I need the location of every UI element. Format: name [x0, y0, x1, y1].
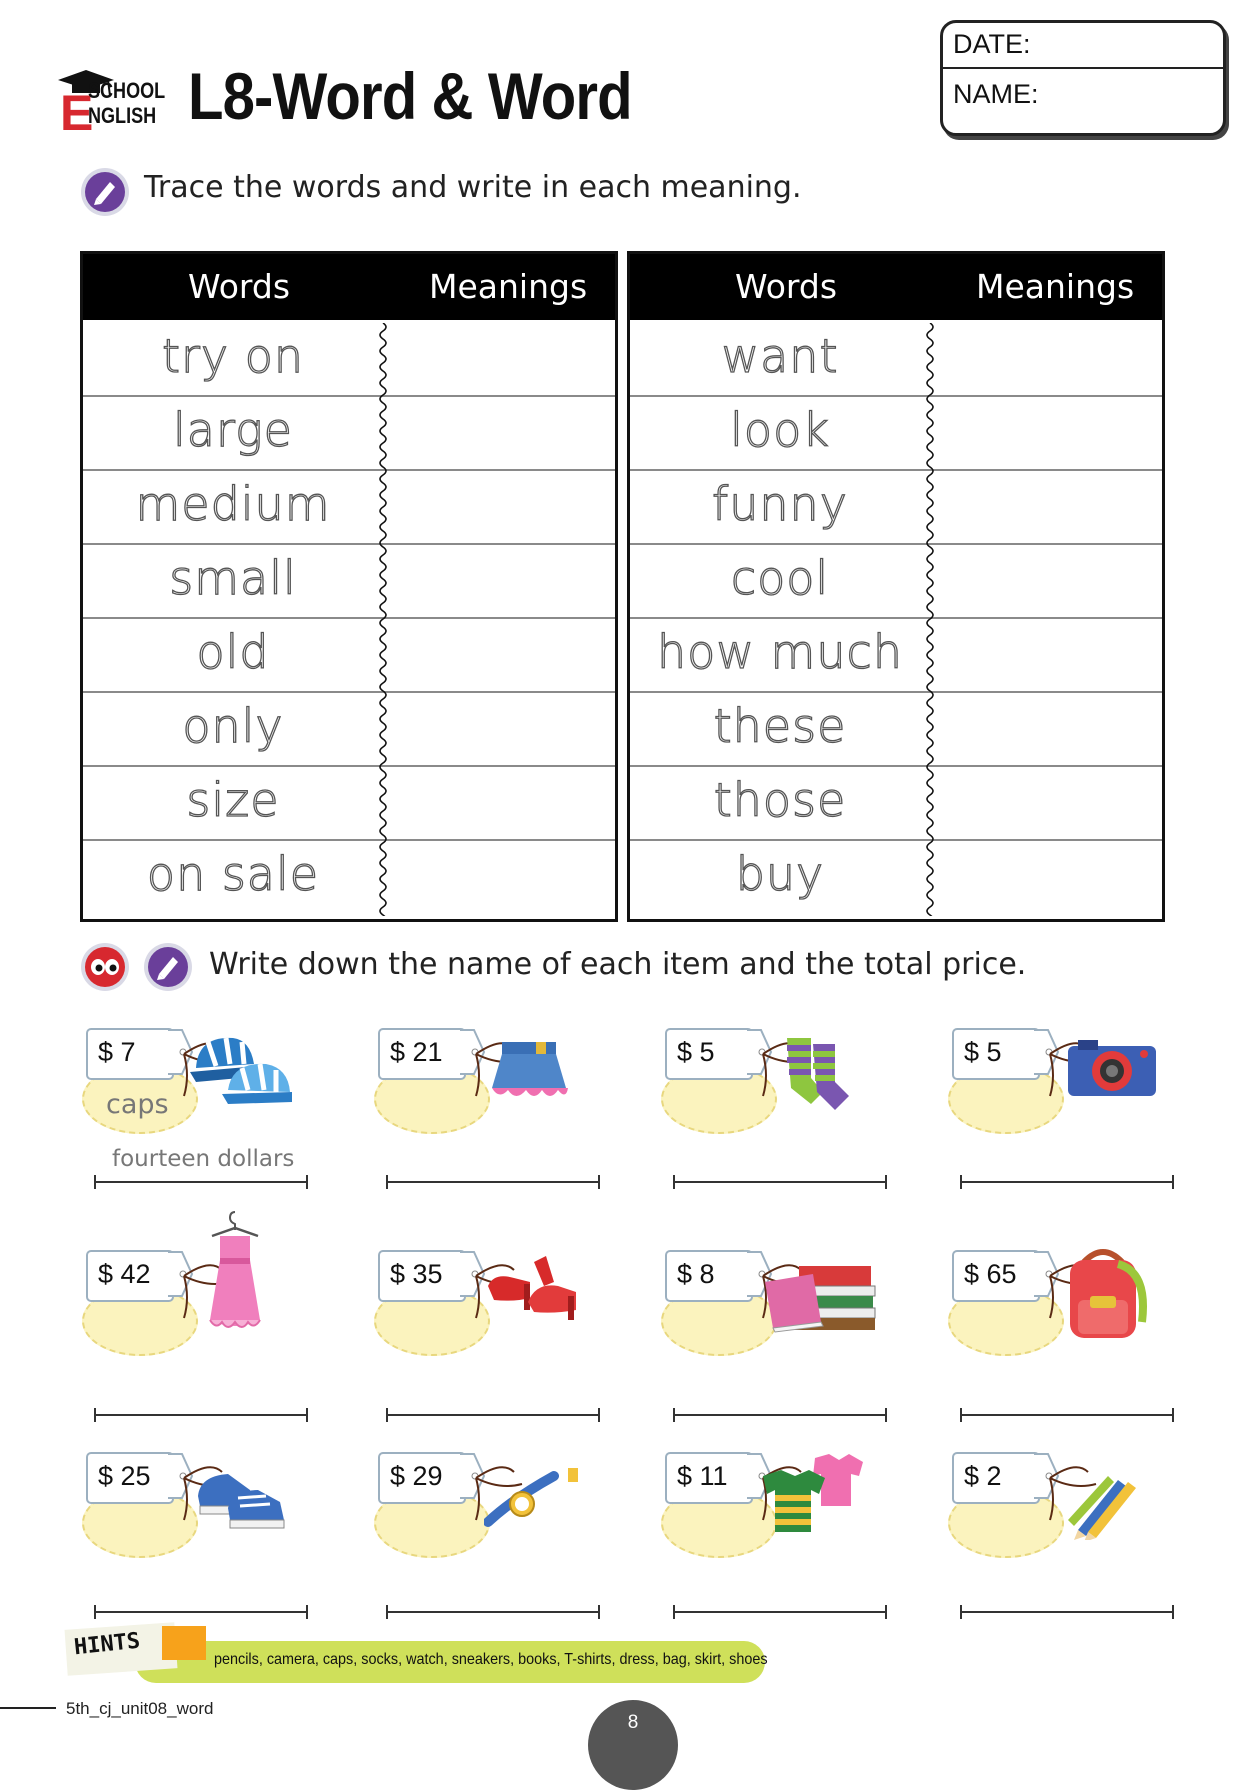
- logo-text-bottom: NGLISH: [88, 103, 157, 128]
- table-row: [83, 323, 615, 397]
- word-table-left: [80, 251, 618, 922]
- trace-word: those: [713, 773, 847, 827]
- answer-line[interactable]: [673, 1611, 887, 1613]
- price-item: [659, 1028, 939, 1198]
- meaning-blank[interactable]: [932, 323, 1162, 395]
- trace-word: funny: [712, 477, 848, 531]
- answer-line[interactable]: [960, 1414, 1174, 1416]
- watch-picture: [484, 1458, 584, 1542]
- wavy-divider: [923, 323, 937, 916]
- price-item: [946, 1452, 1226, 1622]
- table-row: [630, 323, 1162, 397]
- table-row: [630, 767, 1162, 841]
- answer-line[interactable]: [386, 1414, 600, 1416]
- footer-code: 5th_cj_unit08_word: [66, 1699, 214, 1718]
- page-title: L8-Word & Word: [188, 59, 632, 133]
- price-label: $ 29: [390, 1461, 443, 1491]
- meaning-blank[interactable]: [932, 619, 1162, 691]
- table-row: [630, 471, 1162, 545]
- meaning-blank[interactable]: [385, 841, 615, 913]
- price-item: [659, 1452, 939, 1622]
- price-item: [372, 1452, 652, 1622]
- hints-label: HINTS: [72, 1628, 142, 1661]
- sample-item-price: fourteen dollars: [112, 1146, 295, 1172]
- price-label: $ 5: [964, 1037, 1002, 1067]
- answer-line[interactable]: [960, 1181, 1174, 1183]
- price-label: $ 42: [98, 1259, 151, 1289]
- table-row: [630, 619, 1162, 693]
- price-label: $ 21: [390, 1037, 443, 1067]
- trace-word: old: [196, 625, 270, 679]
- svg-text:E: E: [60, 85, 94, 132]
- caps-picture: [188, 1028, 298, 1112]
- table-row: [630, 397, 1162, 471]
- answer-line[interactable]: [94, 1414, 308, 1416]
- price-label: $ 7: [98, 1037, 136, 1067]
- trace-word: try on: [161, 329, 305, 383]
- trace-word: look: [730, 403, 830, 457]
- trace-word: large: [173, 403, 293, 457]
- trace-word: how much: [657, 625, 903, 679]
- socks-picture: [777, 1034, 857, 1118]
- price-item: [946, 1250, 1226, 1420]
- meaning-blank[interactable]: [385, 323, 615, 395]
- table-row: [83, 619, 615, 693]
- eyes-icon: [80, 942, 130, 992]
- price-label: $ 35: [390, 1259, 443, 1289]
- trace-word: on sale: [146, 847, 320, 901]
- sample-item-name: caps: [106, 1089, 169, 1120]
- table-header: [83, 254, 615, 320]
- hints-orange-block: [162, 1626, 206, 1660]
- wavy-divider: [376, 323, 390, 916]
- meaning-blank[interactable]: [385, 619, 615, 691]
- meaning-blank[interactable]: [932, 397, 1162, 469]
- pencil-icon: [143, 942, 193, 992]
- col-meanings-header: Meanings: [429, 267, 588, 306]
- table-row: [83, 545, 615, 619]
- meaning-blank[interactable]: [932, 841, 1162, 913]
- price-label: $ 5: [677, 1037, 715, 1067]
- pencil-icon: [80, 167, 130, 217]
- trace-word: small: [169, 551, 297, 605]
- price-label: $ 25: [98, 1461, 151, 1491]
- date-label: DATE:: [953, 29, 1031, 59]
- table-row: [630, 841, 1162, 913]
- answer-line[interactable]: [94, 1181, 308, 1183]
- trace-word: these: [713, 699, 847, 753]
- logo-text-top: SCHOOL: [88, 78, 166, 103]
- dress-picture: [190, 1210, 280, 1344]
- trace-word: medium: [135, 477, 331, 531]
- trace-word: want: [721, 329, 839, 383]
- table-row: [83, 471, 615, 545]
- trace-word: buy: [735, 847, 825, 901]
- table-row: [630, 545, 1162, 619]
- col-words-header: Words: [735, 267, 838, 306]
- answer-line[interactable]: [386, 1181, 600, 1183]
- meaning-blank[interactable]: [932, 471, 1162, 543]
- camera-picture: [1064, 1036, 1160, 1104]
- answer-line[interactable]: [673, 1181, 887, 1183]
- shoes-picture: [484, 1252, 584, 1326]
- bag-picture: [1058, 1242, 1148, 1346]
- books-picture: [759, 1256, 879, 1340]
- word-table-right: [627, 251, 1165, 922]
- col-meanings-header: Meanings: [976, 267, 1135, 306]
- table-row: [83, 397, 615, 471]
- skirt-picture: [484, 1038, 574, 1112]
- pencils-picture: [1058, 1460, 1148, 1544]
- table-header: [630, 254, 1162, 320]
- page-number: 8: [627, 1712, 639, 1733]
- meaning-blank[interactable]: [385, 767, 615, 839]
- price-label: $ 11: [677, 1461, 728, 1491]
- answer-line[interactable]: [386, 1611, 600, 1613]
- meaning-blank[interactable]: [932, 545, 1162, 617]
- col-words-header: Words: [188, 267, 291, 306]
- sneakers-picture: [192, 1456, 292, 1540]
- meaning-blank[interactable]: [932, 767, 1162, 839]
- table-row: [83, 767, 615, 841]
- answer-line[interactable]: [673, 1414, 887, 1416]
- trace-word: only: [182, 699, 284, 753]
- section2-instruction: Write down the name of each item and the total price.: [209, 947, 1027, 982]
- price-item: [372, 1250, 652, 1420]
- hints-text: pencils, camera, caps, socks, watch, sneakers, books, T-shirts, dress, bag, skirt, shoes: [214, 1651, 768, 1668]
- trace-word: cool: [730, 551, 830, 605]
- answer-line[interactable]: [94, 1611, 308, 1613]
- date-name-box: [940, 20, 1226, 136]
- t-shirts-picture: [759, 1450, 869, 1544]
- answer-line[interactable]: [960, 1611, 1174, 1613]
- footer-rule: [0, 1707, 56, 1709]
- table-row: [83, 841, 615, 913]
- meaning-blank[interactable]: [932, 693, 1162, 765]
- price-item: [80, 1452, 360, 1622]
- price-label: $ 2: [964, 1461, 1002, 1491]
- price-label: $ 65: [964, 1259, 1017, 1289]
- price-item: [946, 1028, 1226, 1198]
- price-label: $ 8: [677, 1259, 715, 1289]
- price-item: [80, 1250, 360, 1420]
- meaning-blank[interactable]: [385, 693, 615, 765]
- meaning-blank[interactable]: [385, 545, 615, 617]
- section1-instruction: Trace the words and write in each meaning.: [144, 170, 802, 205]
- price-item: [659, 1250, 939, 1420]
- page-number-badge: [588, 1700, 678, 1790]
- trace-word: size: [186, 773, 280, 827]
- price-item: [372, 1028, 652, 1198]
- meaning-blank[interactable]: [385, 397, 615, 469]
- name-label: NAME:: [953, 79, 1039, 109]
- table-row: [630, 693, 1162, 767]
- meaning-blank[interactable]: [385, 471, 615, 543]
- table-row: [83, 693, 615, 767]
